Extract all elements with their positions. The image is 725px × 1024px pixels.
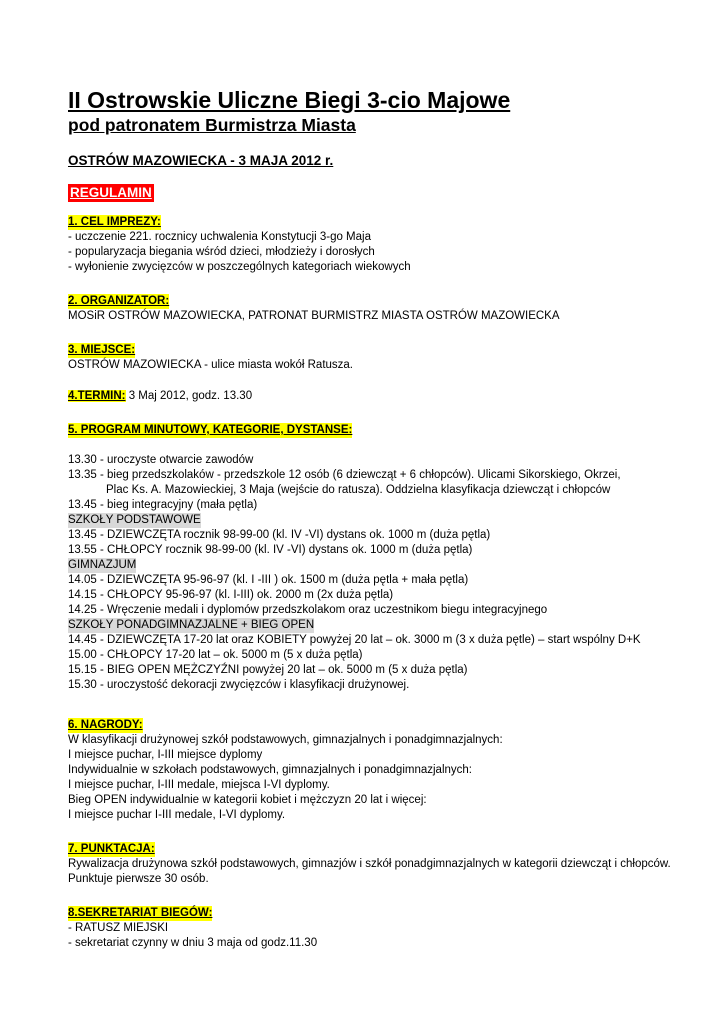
- section-header: 7. PUNKTACJA:: [68, 843, 155, 855]
- text-line: I miejsce puchar, I-III medale, miejsca I-VI dyplomy.: [68, 779, 330, 791]
- section-nagrody: [68, 715, 668, 823]
- section-miejsce: [68, 340, 668, 373]
- program-line: 14.15 - CHŁOPCY 95-96-97 (kl. I-III) ok. 2000 m (2x duża pętla): [68, 589, 394, 601]
- program-line: 15.30 - uroczystość dekoracji zwycięzców i klasyfikacji drużynowej.: [68, 679, 410, 691]
- program-line: 14.05 - DZIEWCZĘTA 95-96-97 (kl. I -III ) ok. 1500 m (duża pętla + mała pętla): [68, 574, 469, 586]
- document-subtitle: pod patronatem Burmistrza Miasta: [68, 115, 356, 135]
- program-line: 13.45 - bieg integracyjny (mała pętla): [68, 499, 258, 511]
- section-header: 2. ORGANIZATOR:: [68, 295, 170, 307]
- text-line: MOSiR OSTRÓW MAZOWIECKA, PATRONAT BURMISTRZ MIASTA OSTRÓW MAZOWIECKA: [68, 310, 560, 322]
- text-line: - wyłonienie zwycięzców w poszczególnych kategoriach wiekowych: [68, 261, 411, 273]
- text-line: I miejsce puchar I-III medale, I-VI dyplomy.: [68, 809, 286, 821]
- section-termin: [68, 389, 668, 404]
- text-line: - sekretariat czynny w dniu 3 maja od godz.11.30: [68, 937, 318, 949]
- document-content: [68, 86, 671, 951]
- category-label: SZKOŁY PONADGIMNAZJALNE + BIEG OPEN: [68, 619, 315, 631]
- text-line: Punktuje pierwsze 30 osób.: [68, 873, 209, 885]
- section-header: 8.SEKRETARIAT BIEGÓW:: [68, 907, 213, 919]
- program-line: 14.25 - Wręczenie medali i dyplomów przedszkolakom oraz uczestnikom biegu integracyjnego: [68, 604, 548, 616]
- document-title: II Ostrowskie Uliczne Biegi 3-cio Majowe: [68, 87, 511, 113]
- text-line: I miejsce puchar, I-III miejsce dyplomy: [68, 749, 263, 761]
- category-label: GIMNAZJUM: [68, 559, 137, 571]
- text-line: Indywidualnie w szkołach podstawowych, gimnazjalnych i ponadgimnazjalnych:: [68, 764, 472, 776]
- program-line: Plac Ks. A. Mazowieckiej, 3 Maja (wejście do ratusza). Oddzielna klasyfikacja dziewcząt i chłopców: [106, 484, 611, 496]
- text-line: W klasyfikacji drużynowej szkół podstawowych, gimnazjalnych i ponadgimnazjalnych:: [68, 734, 503, 746]
- program-line: 13.45 - DZIEWCZĘTA rocznik 98-99-00 (kl. IV -VI) dystans ok. 1000 m (duża pętla): [68, 529, 491, 541]
- text-line: - RATUSZ MIEJSKI: [68, 922, 169, 934]
- program-line: 13.55 - CHŁOPCY rocznik 98-99-00 (kl. IV -VI) dystans ok. 1000 m (duża pętla): [68, 544, 473, 556]
- text-line: Rywalizacja drużynowa szkół podstawowych, gimnazjów i szkół ponadgimnazjalnych w kategorii dziewcząt i chłopców.: [68, 858, 671, 870]
- section-header: 4.TERMIN:: [68, 390, 126, 402]
- program-line: 15.00 - CHŁOPCY 17-20 lat – ok. 5000 m (5 x duża pętla): [68, 649, 363, 661]
- section-organizator: [68, 291, 668, 324]
- program-line: 13.30 - uroczyste otwarcie zawodów: [68, 454, 254, 466]
- text-line: Bieg OPEN indywidualnie w kategorii kobiet i mężczyzn 20 lat i więcej:: [68, 794, 427, 806]
- program-line: 15.15 - BIEG OPEN MĘŻCZYŹNI powyżej 20 lat – ok. 5000 m (5 x duża pętla): [68, 664, 468, 676]
- termin-text: 3 Maj 2012, godz. 13.30: [125, 390, 253, 402]
- section-program: [68, 420, 668, 693]
- section-cel-imprezy: [68, 212, 668, 275]
- category-label: SZKOŁY PODSTAWOWE: [68, 514, 201, 526]
- regulamin-heading: REGULAMIN: [70, 185, 152, 200]
- section-header: 3. MIEJSCE:: [68, 344, 136, 356]
- section-punktacja: [68, 839, 671, 887]
- termin-line: [68, 389, 668, 404]
- program-line: 13.35 - bieg przedszkolaków - przedszkole 12 osób (6 dziewcząt + 6 chłopców). Ulicami Sikorskiego, Okrzei,: [68, 469, 621, 481]
- location-date: OSTRÓW MAZOWIECKA - 3 MAJA 2012 r.: [68, 153, 334, 168]
- text-line: OSTRÓW MAZOWIECKA - ulice miasta wokół Ratusza.: [68, 359, 354, 371]
- program-line: 14.45 - DZIEWCZĘTA 17-20 lat oraz KOBIETY powyżej 20 lat – ok. 3000 m (3 x duża pętle) – start wspólny D+K: [68, 634, 641, 646]
- section-sekretariat: [68, 903, 668, 951]
- section-header: 6. NAGRODY:: [68, 719, 143, 731]
- section-header: 1. CEL IMPREZY:: [68, 216, 161, 228]
- text-line: - popularyzacja biegania wśród dzieci, młodzieży i dorosłych: [68, 246, 375, 258]
- section-header: 5. PROGRAM MINUTOWY, KATEGORIE, DYSTANSE:: [68, 424, 353, 436]
- text-line: - uczczenie 221. rocznicy uchwalenia Konstytucji 3-go Maja: [68, 231, 371, 243]
